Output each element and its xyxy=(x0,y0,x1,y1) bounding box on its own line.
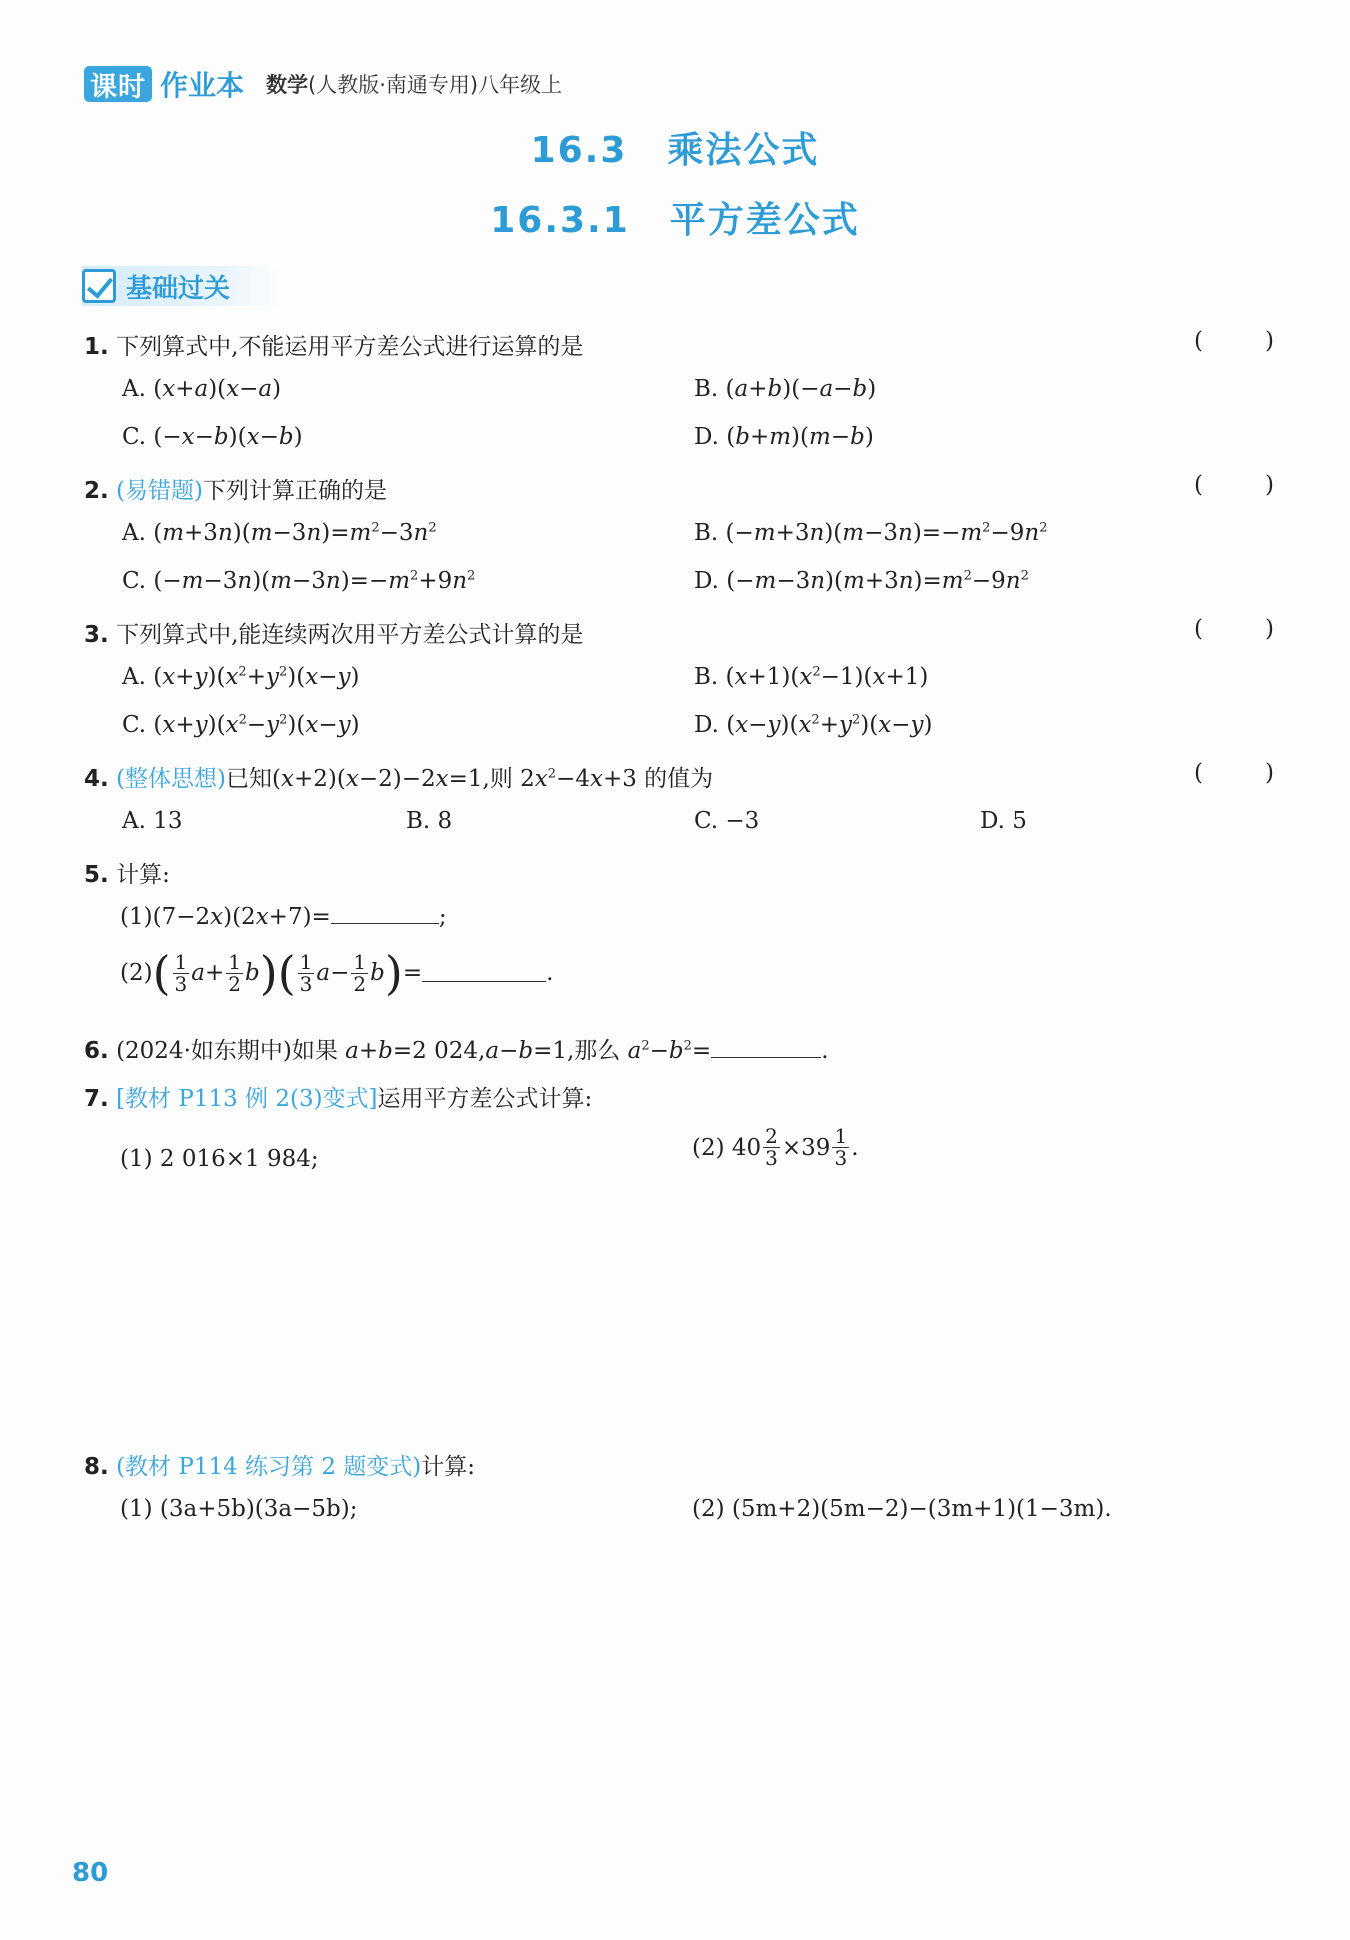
answer-bracket[interactable]: ( ) xyxy=(1194,760,1274,786)
part-label: (1) xyxy=(120,904,153,930)
edition: (人教版·南通专用)八年级上 xyxy=(308,73,563,97)
question-number: 2. xyxy=(84,478,109,504)
question-3 xyxy=(84,616,583,649)
question-8-part-2: (2) (5m+2)(5m−2)−(3m+1)(1−3m). xyxy=(692,1496,1112,1522)
question-number: 1. xyxy=(84,334,109,360)
question-6: 6. (2024·如东期中)如果 a+b=2 024,a−b=1,那么 $a^2-b^2=$ . xyxy=(84,1038,829,1064)
option-a[interactable]: A. (x+a)(x−a) xyxy=(122,376,282,402)
checkbox-icon xyxy=(82,269,116,303)
section-tag xyxy=(82,266,282,306)
option-d[interactable]: D. 5 xyxy=(980,808,1027,834)
section-label: 基础过关 xyxy=(126,273,231,304)
subsection-number: 16.3.1 xyxy=(490,200,630,241)
answer-blank[interactable] xyxy=(711,1057,821,1058)
option-c[interactable]: C. (−x−b)(x−b) xyxy=(122,424,303,450)
question-number: 6. xyxy=(84,1038,109,1064)
question-tag: (易错题) xyxy=(116,478,204,504)
question-text: . xyxy=(821,1038,829,1064)
question-5-part-2: (2) ( $\frac{1}{3}$ a + $\frac{1}{2}$ b ) ( $\frac{1}{3}$ a − $\frac{1}{2}$ b ) = . xyxy=(120,946,554,1000)
question-text: ,那么 xyxy=(566,1038,621,1064)
part-label: (2) xyxy=(120,960,153,986)
option-b[interactable]: B. $(x+1)(x^2-1)(x+1)$ xyxy=(694,664,929,690)
question-number: 5. xyxy=(84,862,109,888)
question-number: 3. xyxy=(84,622,109,648)
answer-blank[interactable] xyxy=(422,981,546,982)
question-8 xyxy=(84,1448,475,1481)
part-label: (2) 40 xyxy=(692,1134,762,1161)
answer-bracket[interactable]: ( ) xyxy=(1194,472,1274,498)
question-7-part-1: (1) 2 016×1 984; xyxy=(120,1146,319,1172)
question-tag: [教材 P113 例 2(3)变式] xyxy=(116,1086,378,1112)
option-c[interactable]: C. $(-m-3n)(m-3n)=-m^2+9n^2$ xyxy=(122,568,476,594)
option-a[interactable]: A. $(m+3n)(m-3n)=m^2-3n^2$ xyxy=(122,520,437,546)
page-header xyxy=(84,64,562,104)
question-text: ,则 xyxy=(482,766,513,792)
question-number: 7. xyxy=(84,1086,109,1112)
answer-bracket[interactable]: ( ) xyxy=(1194,328,1274,354)
question-text: 运用平方差公式计算: xyxy=(377,1086,593,1112)
question-text: 如果 xyxy=(291,1038,338,1064)
brand-name: 作业本 xyxy=(160,69,245,102)
brand-logo: 课时 xyxy=(84,66,152,102)
answer-blank[interactable] xyxy=(331,923,439,924)
book-info xyxy=(266,69,562,99)
question-8-part-1: (1) (3a+5b)(3a−5b); xyxy=(120,1496,358,1522)
section-title xyxy=(0,122,1350,173)
question-text: 下列计算正确的是 xyxy=(203,478,388,504)
answer-bracket[interactable]: ( ) xyxy=(1194,616,1274,642)
option-b[interactable]: B. (a+b)(−a−b) xyxy=(694,376,877,402)
question-7 xyxy=(84,1080,592,1113)
question-4: 4. (整体思想)已知(x+2)(x−2)−2x=1,则 $2x^2-4x+3$ 的值为 xyxy=(84,766,714,792)
option-c[interactable]: C. −3 xyxy=(694,808,760,834)
option-d[interactable]: D. $(-m-3n)(m+3n)=m^2-9n^2$ xyxy=(694,568,1029,594)
subject: 数学 xyxy=(266,73,309,97)
option-a[interactable]: A. $(x+y)(x^2+y^2)(x-y)$ xyxy=(122,664,360,690)
question-number: 4. xyxy=(84,766,109,792)
question-tag: (整体思想) xyxy=(116,766,227,792)
question-tag: (2024·如东期中) xyxy=(116,1038,292,1064)
question-5 xyxy=(84,856,170,889)
question-number: 8. xyxy=(84,1454,109,1480)
option-d[interactable]: D. $(x-y)(x^2+y^2)(x-y)$ xyxy=(694,712,933,738)
section-number: 16.3 xyxy=(530,130,628,171)
option-b[interactable]: B. $(-m+3n)(m-3n)=-m^2-9n^2$ xyxy=(694,520,1048,546)
question-text: 计算: xyxy=(421,1454,476,1480)
question-1 xyxy=(84,328,583,361)
option-d[interactable]: D. (b+m)(m−b) xyxy=(694,424,874,450)
subsection-title xyxy=(0,192,1350,243)
question-2 xyxy=(84,472,387,505)
option-c[interactable]: C. $(x+y)(x^2-y^2)(x-y)$ xyxy=(122,712,360,738)
subsection-name: 平方差公式 xyxy=(669,200,860,241)
option-a[interactable]: A. 13 xyxy=(122,808,183,834)
section-name: 乘法公式 xyxy=(667,130,820,171)
question-5-part-1: (1)(7−2x)(2x+7)= ; xyxy=(120,904,447,930)
question-text: 已知 xyxy=(226,766,273,792)
question-text: 下列算式中,不能运用平方差公式进行运算的是 xyxy=(116,334,584,360)
question-text: 计算: xyxy=(116,862,170,888)
question-tag: (教材 P114 练习第 2 题变式) xyxy=(116,1454,422,1480)
question-7-part-2: (2) 40 $\frac{2}{3}$ ×39 $\frac{1}{3}$ . xyxy=(692,1124,859,1170)
part-text: ×39 xyxy=(781,1134,831,1161)
page-number: 80 xyxy=(72,1858,109,1888)
option-b[interactable]: B. 8 xyxy=(406,808,453,834)
question-text: 的值为 xyxy=(644,766,714,792)
question-text: 下列算式中,能连续两次用平方差公式计算的是 xyxy=(116,622,584,648)
